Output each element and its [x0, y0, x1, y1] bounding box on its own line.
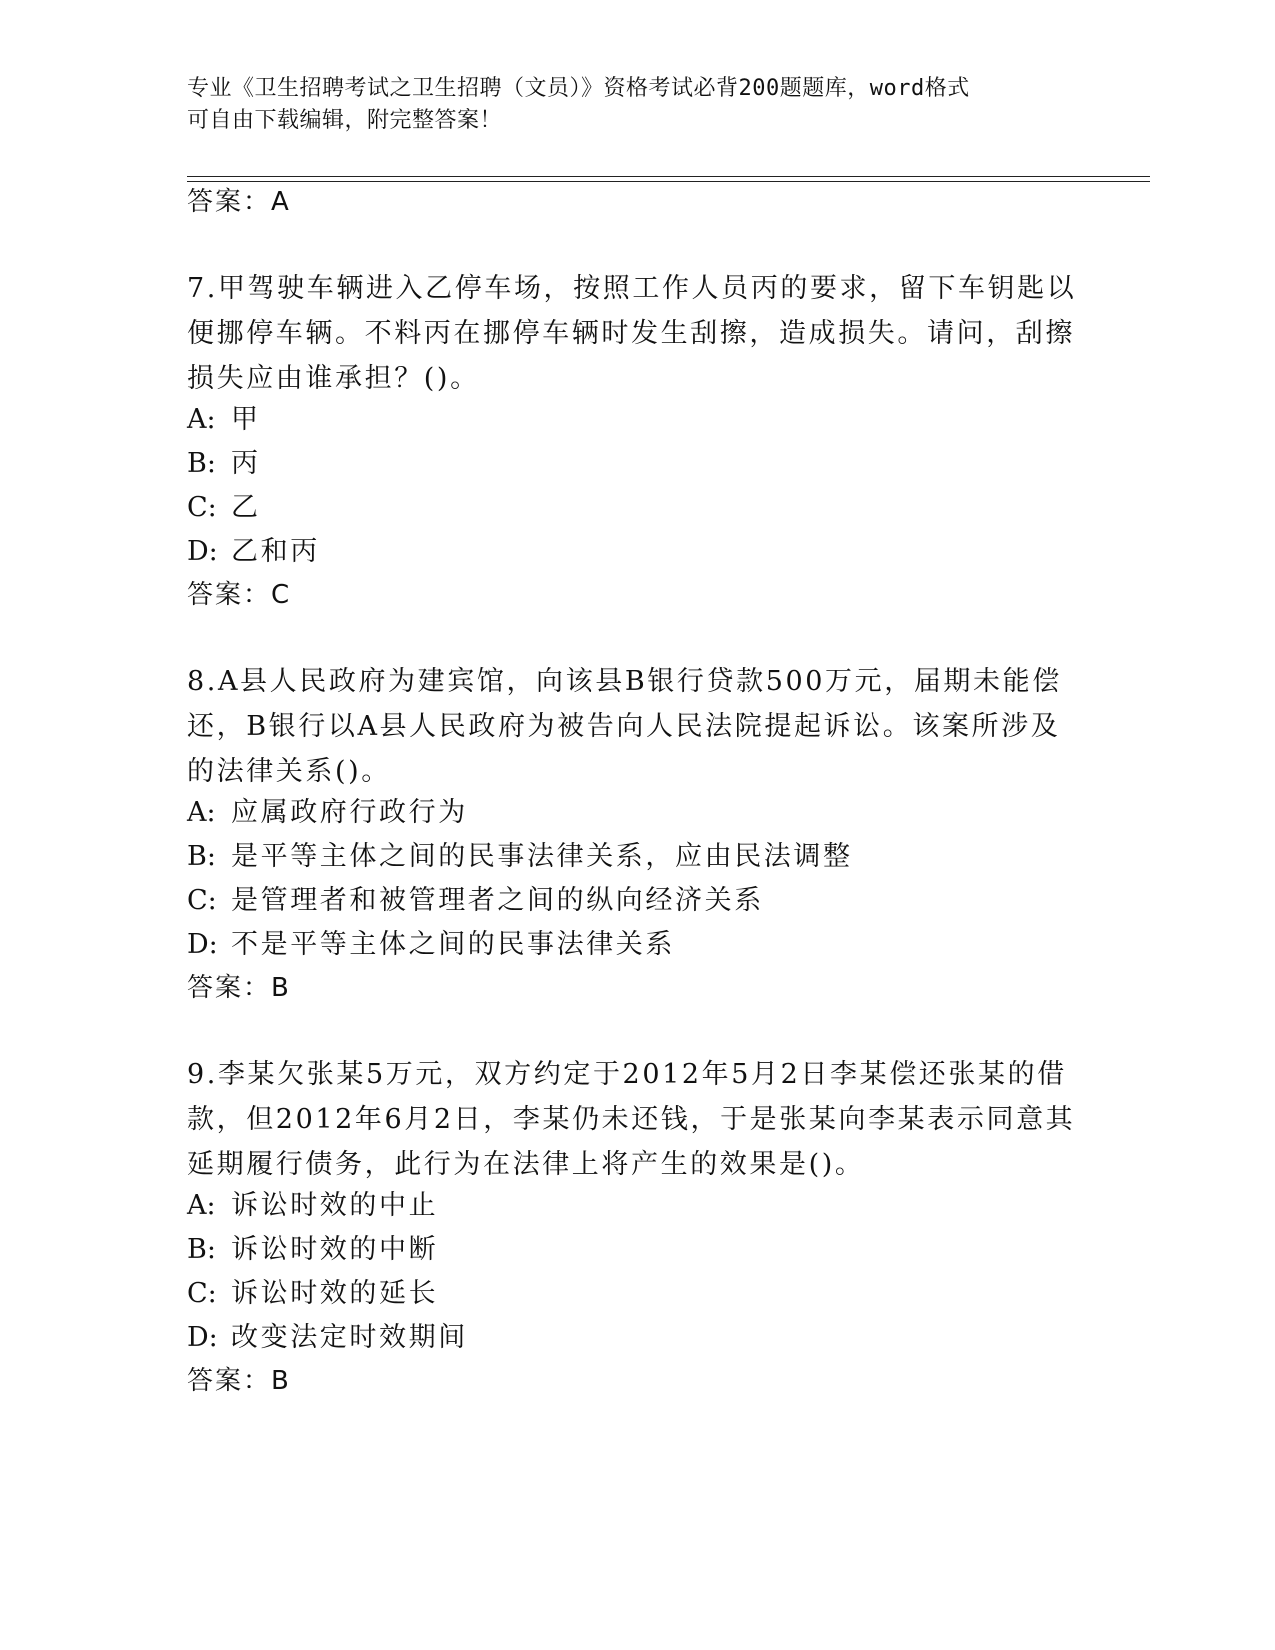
option-letter: B: — [187, 1234, 216, 1265]
answer-label: 答案： — [187, 1366, 272, 1396]
header-line-2: 可自由下载编辑，附完整答案！ — [187, 108, 503, 133]
option-text: 改变法定时效期间 — [231, 1322, 468, 1353]
option-d — [187, 535, 320, 569]
option-letter: A: — [187, 1190, 216, 1221]
answer-line — [187, 1364, 291, 1398]
answer-label: 答案： — [187, 973, 272, 1003]
option-a — [187, 403, 261, 437]
option-text: 诉讼时效的中止 — [231, 1190, 439, 1221]
option-letter: A: — [187, 797, 216, 828]
option-letter: B: — [187, 448, 216, 479]
answer-value: B — [271, 1366, 291, 1396]
option-text: 应属政府行政行为 — [231, 797, 468, 828]
question-text: 7.甲驾驶车辆进入乙停车场，按照工作人员丙的要求，留下车钥匙以便挪停车辆。不料丙在挪停车辆时发生刮擦，造成损失。请问，刮擦损失应由谁承担？()。 — [187, 273, 1077, 394]
option-letter: B: — [187, 841, 216, 872]
header-divider-bottom — [187, 181, 1150, 182]
question-text: 8.A县人民政府为建宾馆，向该县B银行贷款500万元，届期未能偿还，B银行以A县人民政府为被告向人民法院提起诉讼。该案所涉及的法律关系()。 — [187, 666, 1062, 787]
answer-line — [187, 578, 291, 612]
option-c — [187, 1277, 438, 1311]
option-b — [187, 447, 261, 481]
answer-line — [187, 185, 291, 219]
option-letter: C: — [187, 1278, 217, 1309]
answer-label: 答案： — [187, 580, 272, 610]
option-text: 诉讼时效的中断 — [231, 1234, 439, 1265]
answer-value: C — [271, 580, 292, 610]
answer-value: A — [271, 187, 291, 217]
option-c — [187, 884, 764, 918]
document-header — [187, 73, 1077, 137]
option-b — [187, 1233, 438, 1267]
answer-line — [187, 971, 291, 1005]
option-c — [187, 491, 261, 525]
option-letter: C: — [187, 492, 217, 523]
option-text: 甲 — [231, 404, 261, 435]
option-text: 是管理者和被管理者之间的纵向经济关系 — [231, 885, 764, 916]
option-letter: D: — [187, 929, 218, 960]
question-text: 9.李某欠张某5万元，双方约定于2012年5月2日李某偿还张某的借款，但2012年6月2日，李某仍未还钱，于是张某向李某表示同意其延期履行债务，此行为在法律上将产生的效果是()。 — [187, 1059, 1076, 1180]
option-letter: D: — [187, 1322, 218, 1353]
option-d — [187, 1321, 468, 1355]
answer-value: B — [271, 973, 291, 1003]
header-divider-top — [187, 176, 1150, 177]
header-line-1: 专业《卫生招聘考试之卫生招聘（文员）》资格考试必背200题题库，word格式 — [187, 76, 970, 101]
option-text: 是平等主体之间的民事法律关系，应由民法调整 — [231, 841, 853, 872]
option-text: 乙 — [231, 492, 261, 523]
option-text: 不是平等主体之间的民事法律关系 — [231, 929, 675, 960]
answer-label: 答案： — [187, 187, 272, 217]
option-text: 丙 — [231, 448, 261, 479]
option-letter: A: — [187, 404, 216, 435]
option-letter: C: — [187, 885, 217, 916]
option-letter: D: — [187, 536, 218, 567]
option-text: 乙和丙 — [231, 536, 320, 567]
option-d — [187, 928, 675, 962]
option-b — [187, 840, 853, 874]
option-a — [187, 1189, 438, 1223]
option-a — [187, 796, 468, 830]
option-text: 诉讼时效的延长 — [231, 1278, 439, 1309]
